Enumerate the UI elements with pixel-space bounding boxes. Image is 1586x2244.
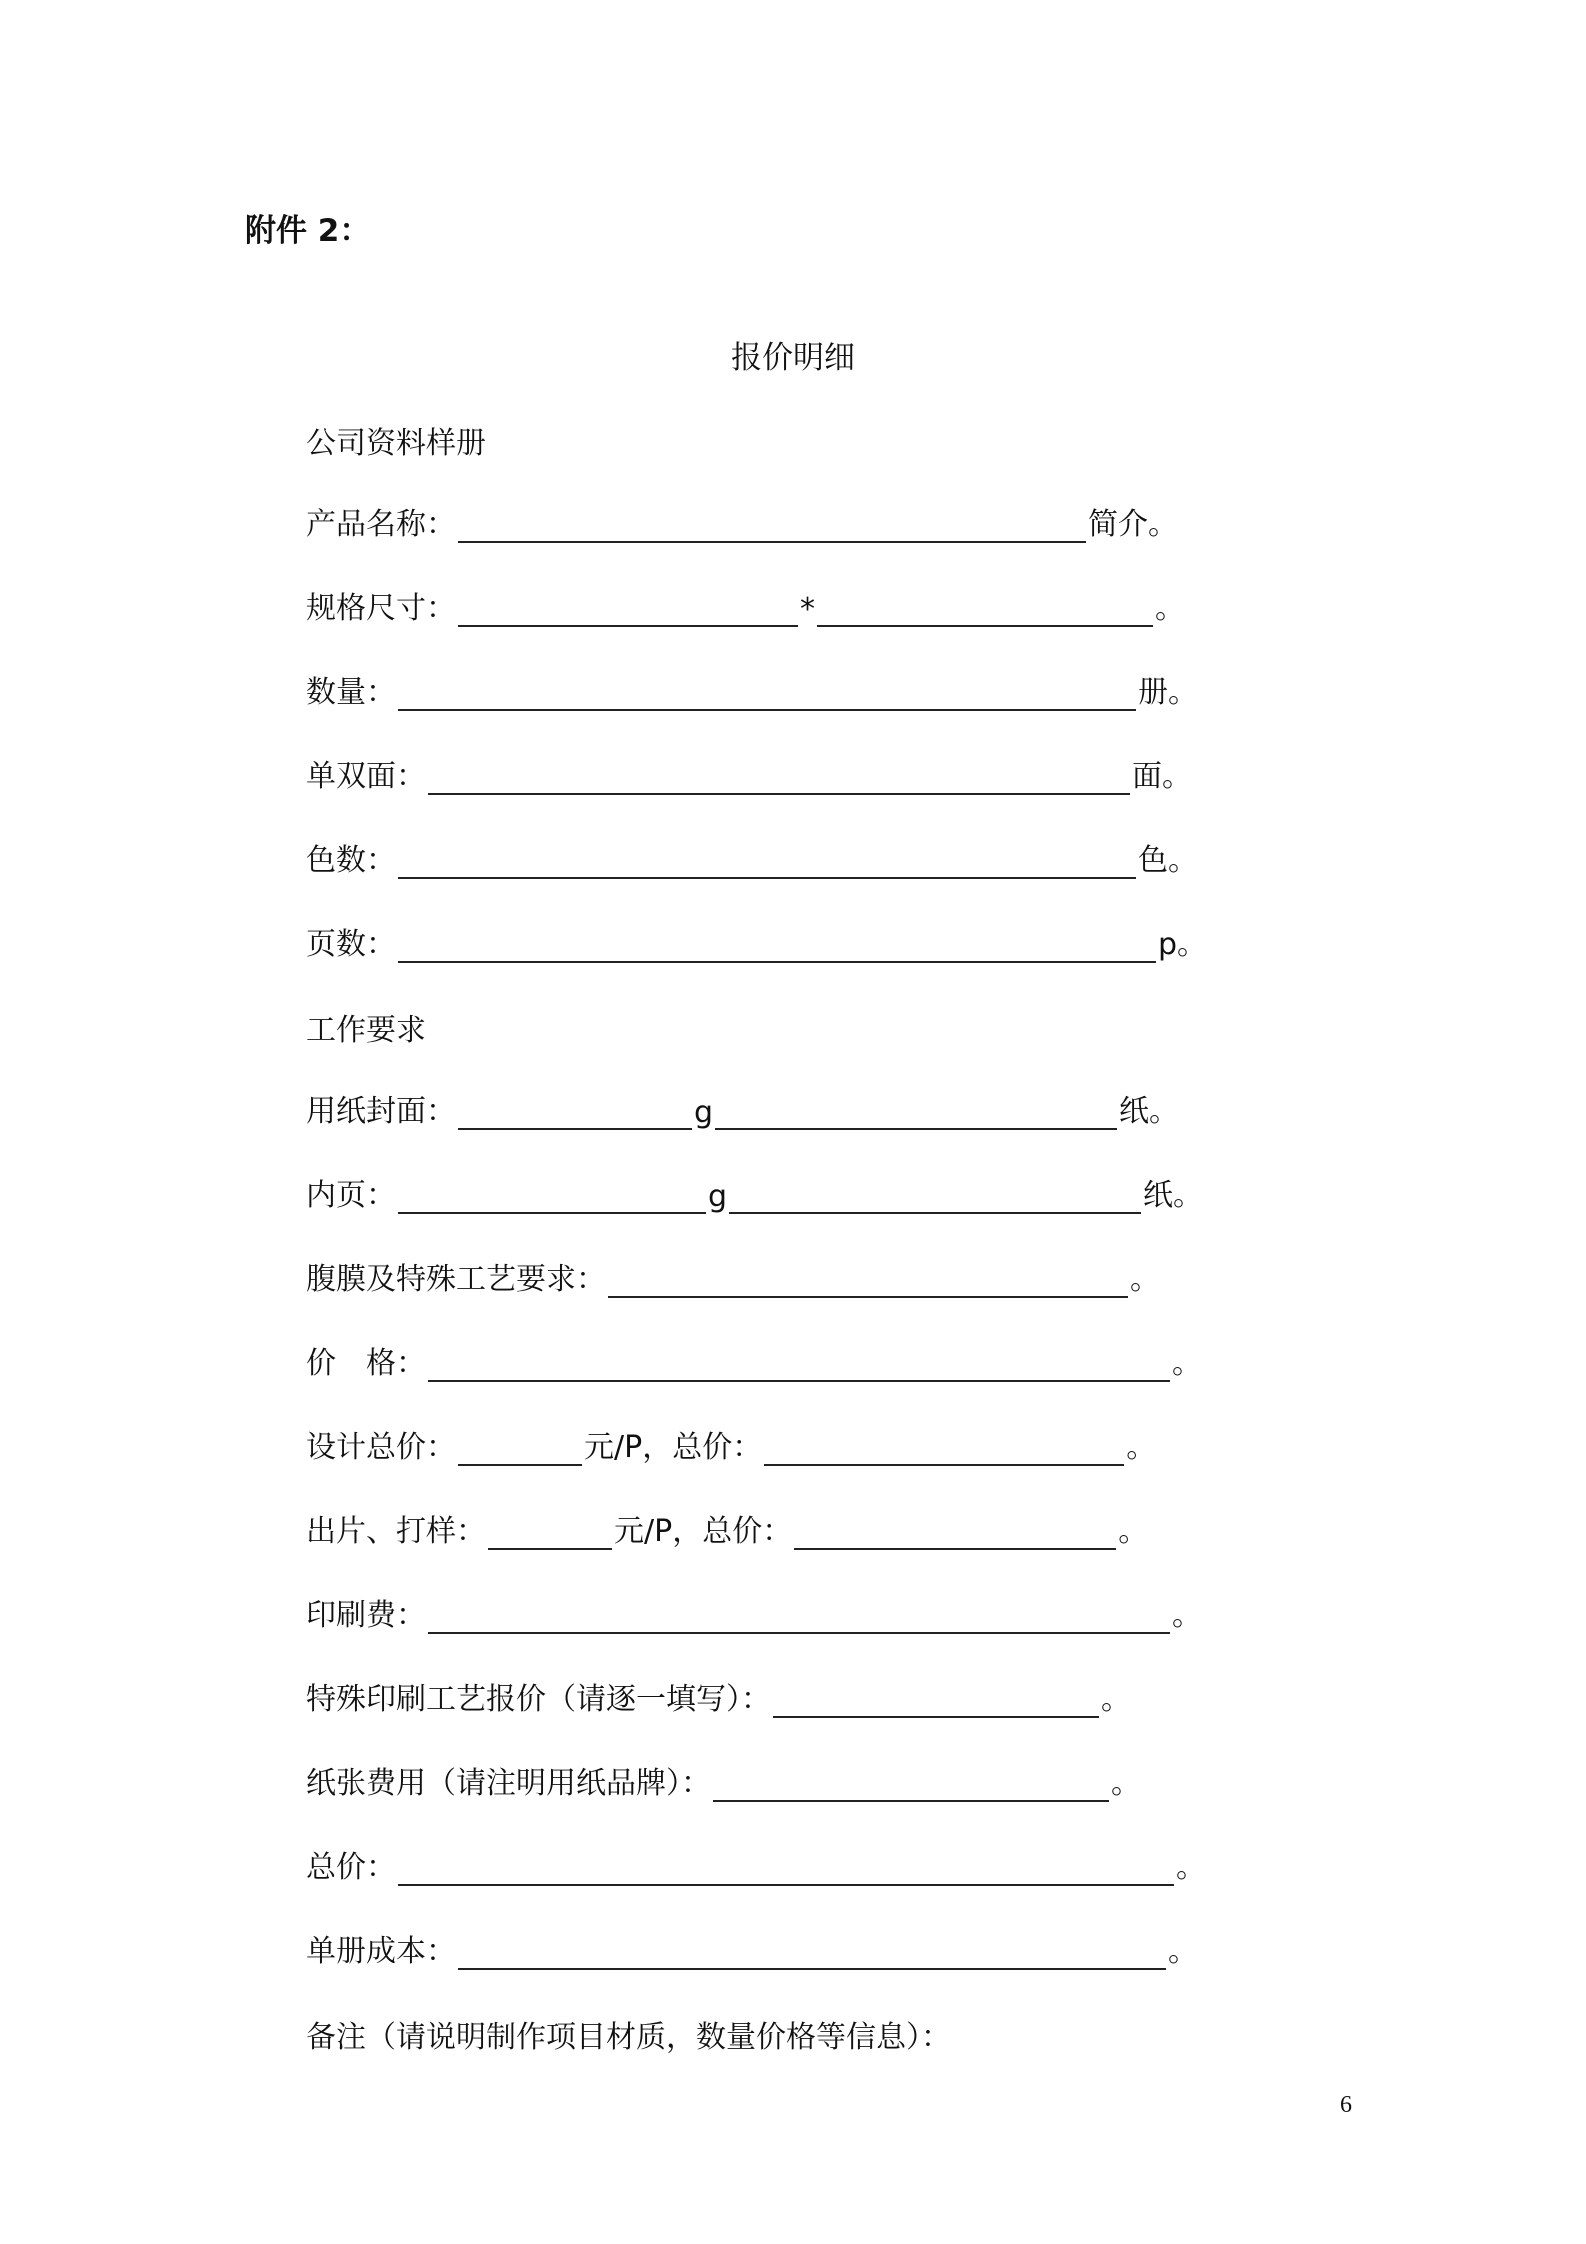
printing-fee-label: 印刷费： — [306, 1598, 426, 1633]
paper-cost-suffix: 。 — [1111, 1766, 1141, 1801]
pages-label: 页数： — [306, 927, 396, 962]
special-print-suffix: 。 — [1101, 1682, 1131, 1717]
printing-fee-row — [306, 1594, 1202, 1634]
design-total-suffix: 。 — [1126, 1430, 1157, 1465]
section-heading-brochure: 公司资料样册 — [306, 426, 486, 461]
unit-cost-field[interactable] — [458, 1940, 1166, 1970]
colors-field[interactable] — [398, 849, 1136, 879]
spec-size-suffix: 。 — [1155, 591, 1185, 626]
lamination-field[interactable] — [608, 1268, 1128, 1298]
pages-row — [306, 923, 1207, 963]
quantity-row — [306, 671, 1198, 711]
design-total-unit: 元/P，总价： — [584, 1430, 763, 1465]
sides-suffix: 面。 — [1132, 759, 1192, 794]
pages-suffix: p。 — [1158, 927, 1208, 962]
total-row — [306, 1846, 1206, 1886]
inner-paper-suffix: 纸。 — [1143, 1178, 1204, 1213]
colors-suffix: 色。 — [1138, 843, 1198, 878]
unit-cost-row — [306, 1930, 1198, 1970]
product-name-suffix: 简介。 — [1088, 507, 1178, 542]
special-print-label: 特殊印刷工艺报价（请逐一填写）： — [306, 1682, 771, 1717]
printing-fee-field[interactable] — [428, 1604, 1170, 1634]
design-total-label: 设计总价： — [306, 1430, 456, 1465]
product-name-label: 产品名称： — [306, 507, 456, 542]
film-proof-unit-price-field[interactable] — [488, 1520, 612, 1550]
design-unit-price-field[interactable] — [458, 1436, 582, 1466]
film-proof-label: 出片、打样： — [306, 1514, 486, 1549]
lamination-row — [306, 1258, 1160, 1298]
total-label: 总价： — [306, 1850, 396, 1885]
sides-row — [306, 755, 1192, 795]
design-total-row — [306, 1426, 1156, 1466]
inner-paper-weight-field[interactable] — [398, 1184, 706, 1214]
film-proof-unit: 元/P，总价： — [614, 1514, 793, 1549]
paper-cost-label: 纸张费用（请注明用纸品牌）： — [306, 1766, 711, 1801]
remarks-label: 备注（请说明制作项目材质，数量价格等信息）： — [306, 2020, 951, 2055]
colors-label: 色数： — [306, 843, 396, 878]
spec-width-field[interactable] — [458, 597, 798, 627]
special-print-field[interactable] — [773, 1688, 1099, 1718]
cover-paper-suffix: 纸。 — [1119, 1094, 1180, 1129]
printing-fee-suffix: 。 — [1172, 1598, 1202, 1633]
spec-size-row — [306, 587, 1185, 627]
quantity-field[interactable] — [398, 681, 1136, 711]
special-print-row — [306, 1678, 1131, 1718]
paper-cost-row — [306, 1762, 1141, 1802]
product-name-row — [306, 503, 1178, 543]
film-proof-row — [306, 1510, 1148, 1550]
cover-paper-weight-field[interactable] — [458, 1100, 692, 1130]
inner-paper-type-field[interactable] — [729, 1184, 1141, 1214]
pages-field[interactable] — [398, 933, 1156, 963]
price-label: 价 格： — [306, 1346, 426, 1381]
spec-height-field[interactable] — [817, 597, 1153, 627]
quantity-label: 数量： — [306, 675, 396, 710]
section-heading-work-requirements: 工作要求 — [306, 1013, 426, 1048]
inner-paper-label: 内页： — [306, 1178, 396, 1213]
page-title: 报价明细 — [731, 340, 855, 376]
cover-paper-type-field[interactable] — [715, 1100, 1117, 1130]
inner-paper-row — [306, 1174, 1203, 1214]
price-field[interactable] — [428, 1352, 1170, 1382]
price-row — [306, 1342, 1202, 1382]
design-total-field[interactable] — [764, 1436, 1124, 1466]
film-proof-total-field[interactable] — [794, 1520, 1116, 1550]
colors-row — [306, 839, 1198, 879]
cover-paper-unit: g — [694, 1095, 714, 1130]
film-proof-suffix: 。 — [1118, 1514, 1149, 1549]
unit-cost-label: 单册成本： — [306, 1934, 456, 1969]
spec-size-label: 规格尺寸： — [306, 591, 456, 626]
lamination-suffix: 。 — [1130, 1262, 1160, 1297]
paper-cost-field[interactable] — [713, 1772, 1109, 1802]
attachment-label: 附件 2： — [245, 213, 371, 249]
product-name-field[interactable] — [458, 513, 1086, 543]
quantity-suffix: 册。 — [1138, 675, 1198, 710]
inner-paper-unit: g — [708, 1179, 728, 1214]
total-suffix: 。 — [1176, 1850, 1206, 1885]
sides-field[interactable] — [428, 765, 1130, 795]
sides-label: 单双面： — [306, 759, 426, 794]
page-number: 6 — [1340, 2092, 1352, 2118]
unit-cost-suffix: 。 — [1168, 1934, 1198, 1969]
total-field[interactable] — [398, 1856, 1174, 1886]
spec-size-separator: * — [800, 592, 815, 627]
cover-paper-label: 用纸封面： — [306, 1094, 456, 1129]
price-suffix: 。 — [1172, 1346, 1202, 1381]
cover-paper-row — [306, 1090, 1179, 1130]
lamination-label: 腹膜及特殊工艺要求： — [306, 1262, 606, 1297]
